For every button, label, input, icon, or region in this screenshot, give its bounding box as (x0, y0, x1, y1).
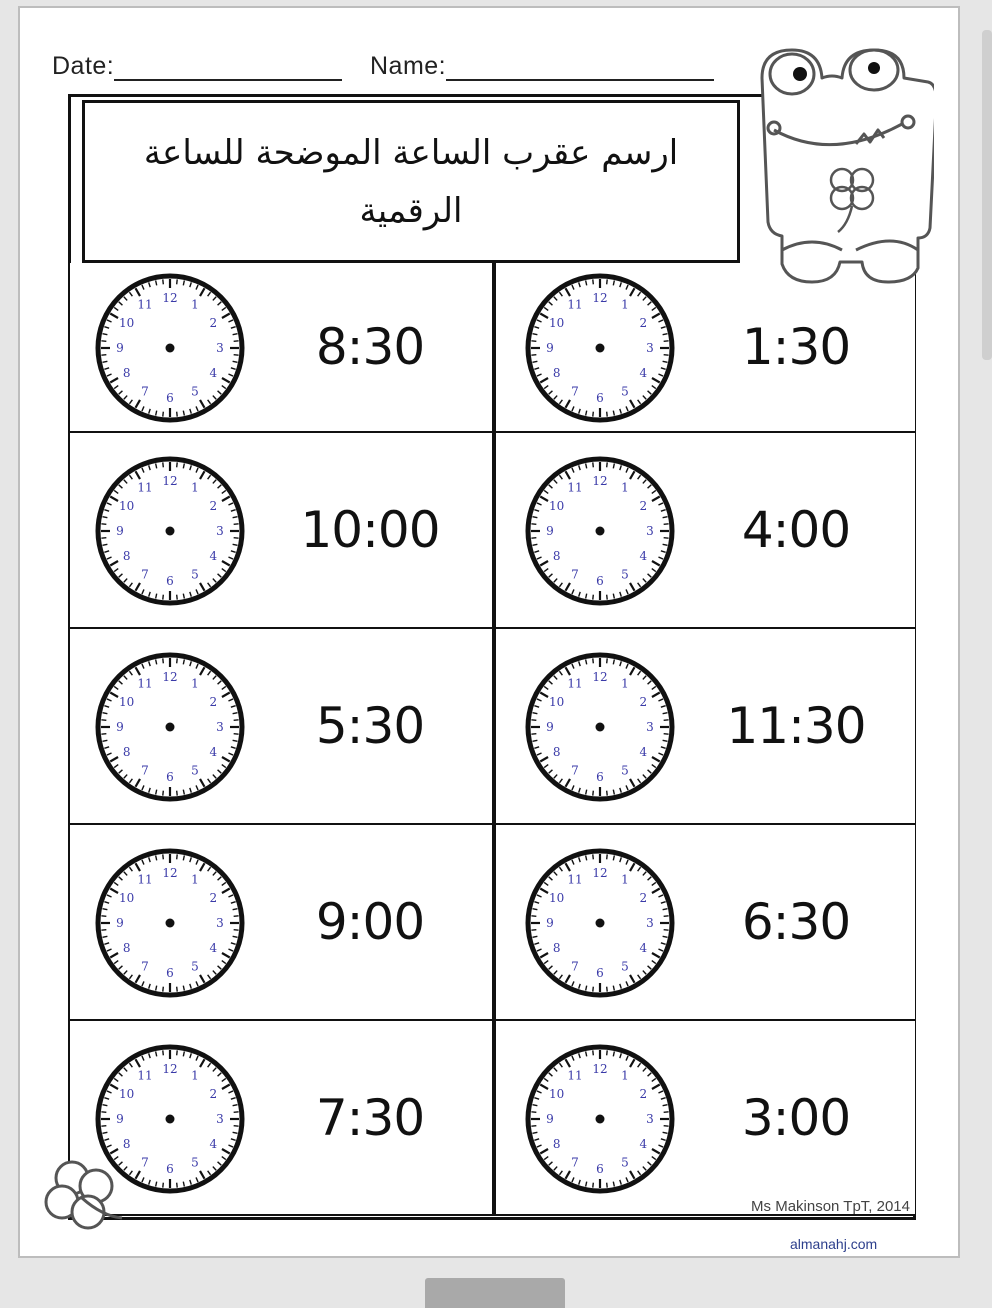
clock-number: 11 (567, 1068, 583, 1083)
clock-tick (234, 1112, 239, 1113)
clock-tick (234, 355, 239, 356)
clock-tick (593, 987, 594, 992)
clock-tick (101, 1112, 106, 1113)
clock-tick (607, 987, 608, 992)
date-blank-line (114, 55, 342, 81)
clock-number: 10 (549, 695, 565, 709)
clock-tick (531, 341, 536, 342)
clock-number: 5 (191, 567, 199, 582)
watermark-link[interactable]: almanahj.com (790, 1236, 878, 1252)
clock-number: 4 (209, 549, 218, 563)
clock-number: 12 (592, 866, 608, 880)
clock-tick (101, 1126, 106, 1127)
clock-number: 2 (209, 1087, 218, 1101)
clock-number: 2 (209, 316, 218, 330)
clock-tick (177, 412, 178, 417)
clock-tick (177, 1183, 178, 1188)
clock-tick (101, 341, 106, 342)
clock-tick (593, 1183, 594, 1188)
clock-number: 3 (216, 1112, 224, 1126)
clock-number: 8 (552, 745, 561, 759)
clock-tick (664, 916, 669, 917)
clock-number: 8 (552, 366, 561, 380)
clock-number: 5 (191, 384, 199, 399)
clock-tick (664, 355, 669, 356)
clock-number: 3 (646, 916, 654, 930)
clock-tick (593, 854, 594, 859)
clock-number: 12 (162, 670, 178, 684)
clock-tick (163, 412, 164, 417)
clock-tick (163, 595, 164, 600)
clock-number: 6 (166, 1162, 174, 1176)
digital-time-label: 9:00 (315, 893, 425, 951)
clock-number: 7 (571, 959, 579, 974)
digital-time-label: 7:30 (315, 1089, 425, 1147)
clock-tick (593, 1050, 594, 1055)
clock-number: 5 (621, 959, 629, 974)
clock-number: 4 (639, 1137, 648, 1151)
clock-number: 11 (567, 297, 583, 312)
clock-number: 12 (592, 1062, 608, 1076)
name-label: Name: (370, 52, 447, 80)
name-field (370, 52, 714, 81)
page-indicator-tab (425, 1278, 565, 1308)
clock-number: 3 (646, 720, 654, 734)
clock-number: 10 (549, 499, 565, 513)
clock-number: 12 (162, 866, 178, 880)
clock-cell (70, 263, 494, 433)
clock-tick (607, 595, 608, 600)
clock-tick (234, 341, 239, 342)
clock-tick (664, 720, 669, 721)
clock-number: 9 (116, 1112, 124, 1126)
clock-number: 10 (549, 316, 565, 330)
clock-tick (163, 987, 164, 992)
clock-tick (664, 1112, 669, 1113)
clock-number: 6 (166, 574, 174, 588)
clock-face-icon[interactable] (94, 651, 246, 803)
clock-tick (101, 355, 106, 356)
clock-face-icon[interactable] (524, 1043, 676, 1195)
digital-time-label: 5:30 (315, 697, 425, 755)
instruction-text: ارسم عقرب الساعة الموضحة للساعة الرقمية (143, 132, 679, 231)
clock-tick (607, 462, 608, 467)
clock-number: 10 (549, 1087, 565, 1101)
clock-number: 3 (646, 524, 654, 538)
clock-number: 1 (191, 872, 199, 887)
clock-number: 1 (621, 676, 629, 691)
clock-number: 3 (216, 720, 224, 734)
clock-tick (607, 791, 608, 796)
clock-center-dot (166, 527, 175, 536)
clock-number: 3 (216, 341, 224, 355)
clock-number: 11 (137, 297, 153, 312)
clock-tick (607, 854, 608, 859)
clock-number: 6 (166, 966, 174, 980)
clock-number: 6 (596, 574, 604, 588)
clock-tick (177, 791, 178, 796)
clock-number: 7 (571, 384, 579, 399)
digital-time-label: 4:00 (741, 501, 851, 559)
clock-number: 6 (166, 770, 174, 784)
clock-number: 7 (141, 1155, 149, 1170)
clock-number: 1 (621, 1068, 629, 1083)
clock-tick (177, 854, 178, 859)
clock-tick (163, 1183, 164, 1188)
name-blank-line (446, 55, 714, 81)
clock-tick (531, 538, 536, 539)
clock-tick (531, 916, 536, 917)
clock-number: 3 (216, 916, 224, 930)
clock-cell (70, 825, 494, 1021)
instruction-box (82, 100, 740, 263)
clock-tick (531, 355, 536, 356)
clock-number: 9 (116, 720, 124, 734)
clock-number: 2 (639, 1087, 648, 1101)
clock-number: 5 (621, 384, 629, 399)
clock-number: 7 (141, 959, 149, 974)
clock-face-icon[interactable] (524, 455, 676, 607)
clock-number: 4 (639, 941, 648, 955)
clock-tick (177, 987, 178, 992)
clock-number: 12 (592, 291, 608, 305)
clock-tick (593, 462, 594, 467)
clock-number: 4 (209, 366, 218, 380)
digital-time-label: 8:30 (315, 318, 425, 376)
digital-time-label: 11:30 (726, 697, 866, 755)
clock-cell (70, 629, 494, 825)
clock-number: 8 (122, 1137, 131, 1151)
clock-tick (234, 720, 239, 721)
clock-number: 7 (141, 763, 149, 778)
clock-tick (163, 854, 164, 859)
clock-tick (101, 524, 106, 525)
digital-time-label: 6:30 (741, 893, 851, 951)
clock-tick (101, 720, 106, 721)
clock-number: 5 (621, 763, 629, 778)
clock-number: 10 (549, 891, 565, 905)
clock-number: 8 (552, 549, 561, 563)
clock-number: 3 (646, 341, 654, 355)
clock-number: 9 (116, 524, 124, 538)
clock-face-icon[interactable] (94, 847, 246, 999)
clock-tick (593, 279, 594, 284)
clock-number: 6 (596, 770, 604, 784)
clock-number: 3 (216, 524, 224, 538)
clock-tick (664, 930, 669, 931)
clock-number: 4 (209, 1137, 218, 1151)
clock-number: 1 (191, 480, 199, 495)
clock-number: 4 (209, 941, 218, 955)
clock-tick (177, 462, 178, 467)
clock-tick (607, 279, 608, 284)
clock-number: 11 (567, 676, 583, 691)
clock-tick (593, 595, 594, 600)
clock-number: 12 (592, 474, 608, 488)
clock-tick (664, 524, 669, 525)
clock-tick (234, 524, 239, 525)
clock-number: 10 (119, 499, 135, 513)
clock-tick (531, 930, 536, 931)
clock-center-dot (166, 1115, 175, 1124)
clock-number: 9 (546, 1112, 554, 1126)
digital-time-label: 1:30 (741, 318, 851, 376)
clock-number: 11 (137, 872, 153, 887)
clock-tick (531, 524, 536, 525)
clock-number: 10 (119, 891, 135, 905)
clock-number: 6 (166, 391, 174, 405)
clock-number: 12 (592, 670, 608, 684)
clock-face-icon[interactable] (524, 272, 676, 424)
clock-center-dot (166, 723, 175, 732)
clock-number: 6 (596, 966, 604, 980)
clock-cell (494, 433, 915, 629)
clock-tick (593, 412, 594, 417)
clock-center-dot (596, 527, 605, 536)
clock-number: 12 (162, 1062, 178, 1076)
clock-cell (494, 263, 915, 433)
clock-tick (531, 1112, 536, 1113)
clock-number: 8 (122, 549, 131, 563)
clock-center-dot (596, 919, 605, 928)
clock-number: 11 (137, 676, 153, 691)
clock-number: 8 (552, 1137, 561, 1151)
clock-number: 11 (137, 480, 153, 495)
clock-tick (101, 538, 106, 539)
clock-number: 4 (209, 745, 218, 759)
clock-number: 12 (162, 291, 178, 305)
clock-number: 7 (141, 384, 149, 399)
clock-tick (177, 658, 178, 663)
clock-tick (593, 658, 594, 663)
clock-number: 2 (639, 891, 648, 905)
credit-text: Ms Makinson TpT, 2014 (751, 1198, 910, 1215)
scrollbar[interactable] (982, 30, 992, 360)
clock-number: 5 (191, 1155, 199, 1170)
clock-tick (234, 734, 239, 735)
clock-tick (234, 1126, 239, 1127)
clock-tick (163, 791, 164, 796)
clock-number: 8 (122, 941, 131, 955)
clock-number: 1 (621, 480, 629, 495)
clock-number: 5 (191, 959, 199, 974)
clock-tick (593, 791, 594, 796)
clock-number: 6 (596, 391, 604, 405)
clock-number: 7 (571, 763, 579, 778)
clock-tick (531, 734, 536, 735)
clock-number: 11 (567, 480, 583, 495)
clock-number: 12 (162, 474, 178, 488)
clover-icon (38, 1156, 128, 1236)
clock-tick (664, 538, 669, 539)
clock-number: 10 (119, 1087, 135, 1101)
clock-face-icon[interactable] (94, 272, 246, 424)
clock-number: 1 (191, 297, 199, 312)
frog-illustration (752, 38, 934, 288)
clock-cell (70, 1021, 494, 1216)
clock-tick (607, 412, 608, 417)
clock-cell (494, 629, 915, 825)
clock-number: 9 (116, 916, 124, 930)
clock-number: 2 (639, 316, 648, 330)
clock-tick (607, 1183, 608, 1188)
clock-cell (70, 433, 494, 629)
clock-tick (607, 658, 608, 663)
clock-grid (70, 263, 915, 1218)
clock-face-icon[interactable] (524, 847, 676, 999)
clock-tick (101, 734, 106, 735)
clock-tick (531, 720, 536, 721)
digital-time-label: 10:00 (300, 501, 440, 559)
clock-number: 7 (571, 1155, 579, 1170)
clock-number: 8 (552, 941, 561, 955)
clock-tick (101, 930, 106, 931)
clock-tick (177, 1050, 178, 1055)
clock-tick (234, 538, 239, 539)
clock-number: 5 (621, 1155, 629, 1170)
clock-number: 10 (119, 316, 135, 330)
date-label: Date: (52, 52, 115, 80)
clock-number: 10 (119, 695, 135, 709)
clock-number: 8 (122, 366, 131, 380)
clock-number: 9 (546, 341, 554, 355)
clock-cell (494, 825, 915, 1021)
clock-number: 9 (546, 524, 554, 538)
clock-number: 4 (639, 366, 648, 380)
clock-number: 1 (191, 1068, 199, 1083)
clock-tick (177, 279, 178, 284)
clock-tick (101, 916, 106, 917)
clock-number: 2 (209, 499, 218, 513)
clock-number: 7 (141, 567, 149, 582)
clock-number: 2 (639, 695, 648, 709)
clock-center-dot (596, 344, 605, 353)
clock-cell (494, 1021, 915, 1216)
clock-tick (163, 658, 164, 663)
clock-tick (163, 462, 164, 467)
clock-number: 7 (571, 567, 579, 582)
clock-number: 3 (646, 1112, 654, 1126)
clock-tick (607, 1050, 608, 1055)
clock-number: 1 (191, 676, 199, 691)
clock-tick (177, 595, 178, 600)
clock-number: 1 (621, 872, 629, 887)
clock-number: 5 (621, 567, 629, 582)
clock-center-dot (166, 344, 175, 353)
clock-tick (664, 734, 669, 735)
clock-number: 11 (137, 1068, 153, 1083)
clock-number: 2 (639, 499, 648, 513)
digital-time-label: 3:00 (741, 1089, 851, 1147)
clock-tick (664, 341, 669, 342)
clock-number: 4 (639, 549, 648, 563)
clock-number: 9 (116, 341, 124, 355)
clock-face-icon[interactable] (524, 651, 676, 803)
clock-number: 6 (596, 1162, 604, 1176)
clock-tick (163, 279, 164, 284)
clock-center-dot (596, 723, 605, 732)
clock-number: 4 (639, 745, 648, 759)
clock-tick (234, 930, 239, 931)
clock-number: 2 (209, 695, 218, 709)
clock-tick (664, 1126, 669, 1127)
clock-tick (531, 1126, 536, 1127)
clock-number: 11 (567, 872, 583, 887)
clock-face-icon[interactable] (94, 455, 246, 607)
clock-number: 5 (191, 763, 199, 778)
clock-center-dot (596, 1115, 605, 1124)
clock-tick (163, 1050, 164, 1055)
clock-number: 9 (546, 720, 554, 734)
clock-number: 9 (546, 916, 554, 930)
clock-number: 1 (621, 297, 629, 312)
clock-number: 8 (122, 745, 131, 759)
clock-tick (234, 916, 239, 917)
date-field (52, 52, 342, 81)
clock-number: 2 (209, 891, 218, 905)
clock-center-dot (166, 919, 175, 928)
